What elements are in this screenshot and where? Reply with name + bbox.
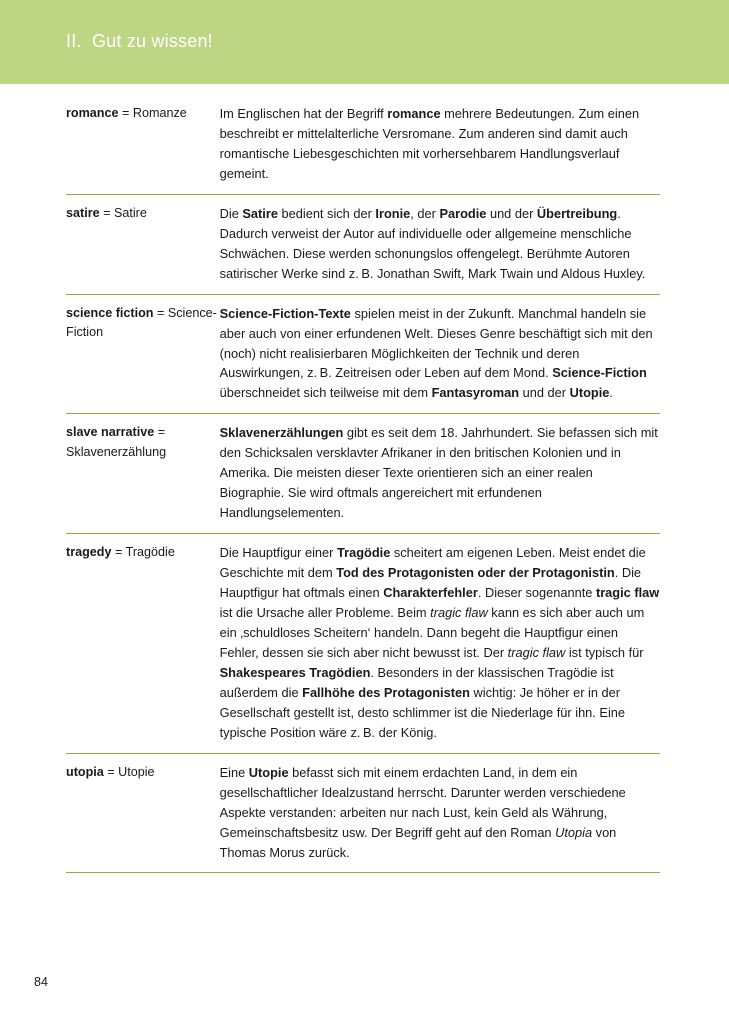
glossary-row [66,104,660,194]
glossary-definition-cell: Science-Fiction-Texte spielen meist in der Zukunft. Manchmal handeln sie aber auch von einer erfundenen Welt. Dieses Genre beschäftigt sich mit den (noch) nicht realisierbaren Möglichkeiten der Technik und deren Auswirkungen, z. B. Zeitreisen oder Leben auf dem Mond. Science-Fiction überschneidet sich teilweise mit dem Fantasyroman und der Utopie. [220,294,660,414]
glossary-term-german: Science-Fiction [66,305,217,340]
glossary-term-english: slave narrative [66,425,155,440]
glossary-term-german: Sklavenerzählung [66,444,167,459]
glossary-term-separator: = [154,425,166,440]
glossary-term-english: satire [66,205,100,220]
glossary-term-english: tragedy [66,545,112,560]
glossary-term-cell [66,104,220,194]
glossary-row [66,194,660,294]
chapter-title: II. Gut zu wissen! [66,31,213,51]
glossary-row [66,294,660,414]
chapter-header-band [0,0,729,84]
glossary-term-english: romance [66,106,119,120]
glossary-row [66,534,660,754]
glossary-term-german: Satire [113,205,147,220]
glossary-definition-cell: Sklavenerzählungen gibt es seit dem 18. Jahrhundert. Sie befassen sich mit den Schicksalen versklavter Afrikaner in den britischen Kolonien und in Amerika. Die meisten dieser Texte orientieren sich an einer realen Biographie. Sie wird oftmals angereichert mit erfundenen Handlungselementen. [220,414,660,534]
glossary-term-separator: = [99,205,114,220]
glossary-row [66,414,660,534]
glossary-term-cell [66,414,220,534]
glossary-table [66,104,660,873]
glossary-row [66,753,660,873]
glossary-content [66,104,660,873]
glossary-term-separator: = [111,545,126,560]
glossary-definition-cell: Im Englischen hat der Begriff romance mehrere Bedeutungen. Zum einen beschreibt er mittelalterliche Versromane. Zum anderen sind damit auch romantische Liebesgeschichten mit vorhersehbarem Handlungsverlauf gemeint. [220,104,660,194]
glossary-term-cell [66,753,220,873]
page-number: 84 [34,975,48,989]
glossary-table-body [66,104,660,873]
glossary-term-cell [66,534,220,754]
glossary-term-separator: = [153,305,168,320]
glossary-term-german: Utopie [118,764,155,779]
glossary-definition-cell: Die Satire bedient sich der Ironie, der Parodie und der Übertreibung. Dadurch verweist der Autor auf individuelle oder allgemeine menschliche Schwächen. Diese werden schonungslos offengelegt. Berühmte Autoren satirischer Werke sind z. B. Jonathan Swift, Mark Twain und Aldous Huxley. [220,194,660,294]
glossary-term-separator: = [103,764,119,779]
glossary-term-separator: = [118,106,133,120]
glossary-term-cell [66,194,220,294]
glossary-definition-cell: Die Hauptfigur einer Tragödie scheitert am eigenen Leben. Meist endet die Geschichte mit dem Tod des Protagonisten oder der Protagonistin. Die Hauptfigur hat oftmals einen Charakterfehler. Dieser sogenannte tragic flaw ist die Ursache aller Probleme. Beim tragic flaw kann es sich aber auch um ein ‚schuldloses Scheitern‘ handeln. Dann begeht die Hauptfigur einen Fehler, dessen sie sich aber nicht bewusst ist. Der tragic flaw ist typisch für Shakespeares Tragödien. Besonders in der klassischen Tragödie ist außerdem die Fallhöhe des Protagonisten wichtig: Je höher er in der Gesellschaft gestellt ist, desto schlimmer ist die Niederlage für ihn. Eine typische Position wäre z. B. der König. [220,534,660,754]
glossary-term-german: Tragödie [125,545,175,560]
glossary-term-english: utopia [66,764,104,779]
glossary-definition-cell: Eine Utopie befasst sich mit einem erdachten Land, in dem ein gesellschaftlicher Idealzustand herrscht. Darunter werden verschiedene Aspekte verstanden: arbeiten nur nach Lust, kein Geld als Währung, Gemeinschaftsbesitz usw. Der Begriff geht auf den Roman Utopia von Thomas Morus zurück. [220,753,660,873]
glossary-term-cell [66,294,220,414]
glossary-term-german: Romanze [132,106,187,120]
glossary-term-english: science fiction [66,305,154,320]
